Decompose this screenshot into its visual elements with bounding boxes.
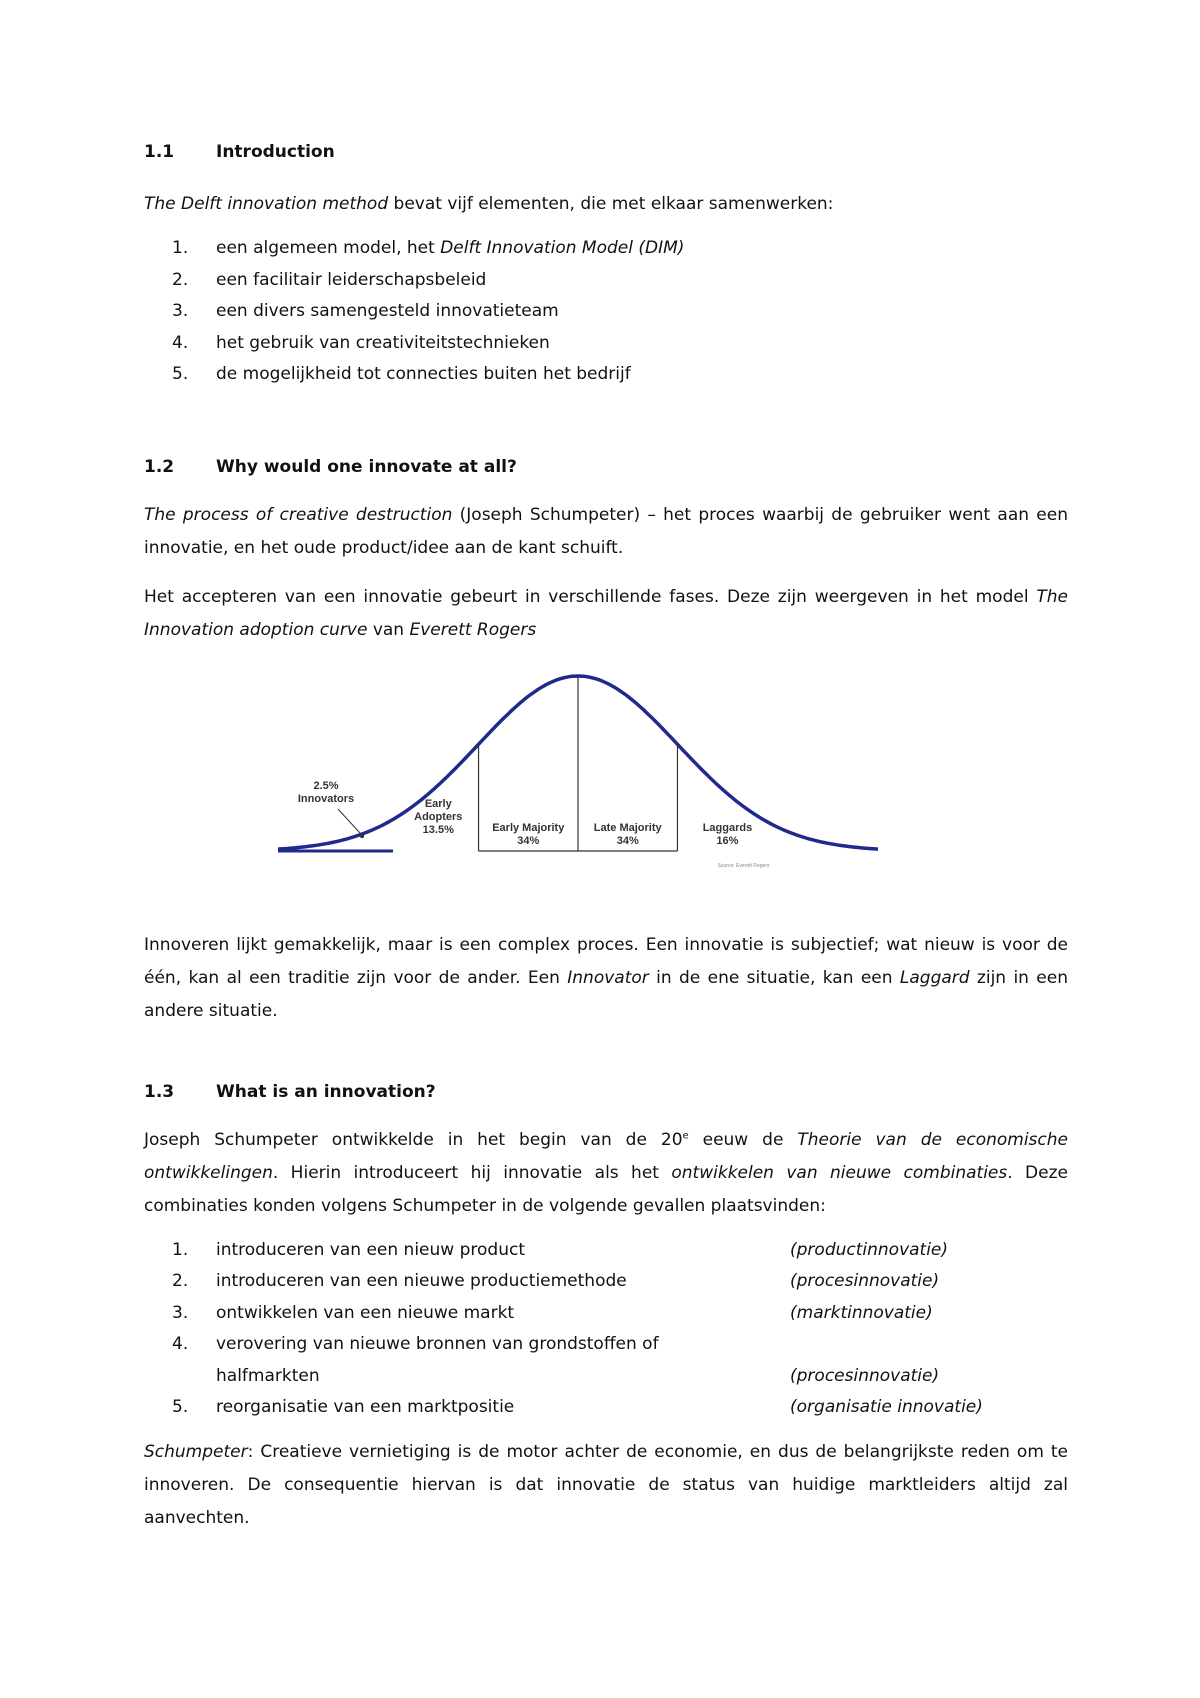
concept-name: ontwikkelen van nieuwe combinaties [671,1162,1008,1183]
list-number: 5. [172,364,189,384]
list-item [144,1392,1068,1424]
paragraph-text: eeuw de [688,1129,798,1150]
list-number: 1. [172,1239,189,1260]
paragraph-text: Het accepteren van een innovatie gebeurt in verschillende fases. Deze zijn weergeven in het model [144,586,1037,607]
paragraph-text: . Deze combinaties konden volgens Schumpeter in de volgende gevallen plaatsvinden: [144,1162,1068,1216]
section-heading-1-1 [144,140,1068,164]
list-number: 3. [172,301,189,321]
paragraph-text: van [367,619,410,640]
early-adopters-label: Early Adopters 13.5% [414,797,463,836]
list-text: een facilitair leiderschapsbeleid [216,269,487,290]
conclusion-paragraph [144,1436,1068,1535]
intro-text: bevat vijf elementen, die met elkaar samenwerken: [388,194,834,214]
list-number: 3. [172,1302,189,1323]
list-number: 1. [172,238,189,258]
paragraph-text: (Joseph Schumpeter) – het proces waarbij de gebruiker went aan een innovatie, en het oude product/idee aan de kant schuift. [144,504,1068,558]
list-item [144,296,1068,328]
section-number: 1.1 [144,142,175,162]
author-name: Schumpeter [144,1441,248,1462]
paragraph-text: Joseph Schumpeter ontwikkelde in het begin van de 20 [144,1129,683,1150]
list-text: introduceren van een nieuw product [216,1239,525,1260]
section-title: Introduction [216,142,335,162]
section-heading-1-3 [144,1080,1068,1104]
document-page [144,140,1068,1535]
elements-list [144,233,1068,391]
innovation-type: (organisatie innovatie) [790,1397,983,1417]
list-text: verovering van nieuwe bronnen van grondstoffen of halfmarkten [216,1334,659,1386]
section-title: Why would one innovate at all? [216,456,517,477]
laggards-label: Laggards 16% [702,821,753,847]
list-item [144,1298,1068,1330]
section-heading-1-2 [144,455,1068,479]
model-name: Delft Innovation Model (DIM) [440,238,685,258]
innovation-type: (marktinnovatie) [790,1302,933,1323]
complexity-paragraph [144,929,1068,1028]
list-number: 5. [172,1397,189,1417]
list-number: 4. [172,332,189,353]
list-text: introduceren van een nieuwe productiemethode [216,1271,627,1291]
innovation-type: (productinnovatie) [790,1239,949,1260]
list-number: 4. [172,1334,189,1354]
term-laggard: Laggard [899,967,970,988]
innovators-arrow [338,809,360,833]
innovators-point [360,833,364,837]
list-item [144,1235,1068,1267]
list-item [144,328,1068,360]
list-text: reorganisatie van een marktpositie [216,1397,515,1417]
list-text-part: een algemeen model, het [216,238,441,258]
innovation-type: (procesinnovatie) [790,1271,940,1291]
list-item [144,265,1068,297]
adoption-paragraph [144,581,1068,647]
theory-name: Theorie van de economische ontwikkelingen [144,1129,1068,1183]
intro-paragraph [144,188,1068,221]
paragraph-text: Innoveren lijkt gemakkelijk, maar is een complex proces. Een innovatie is subjectief; wat nieuw is voor de één, kan al een traditie zijn voor de ander. Een [144,934,1068,988]
paragraph-text: zijn in een andere situatie. [144,967,1068,1021]
paragraph-text: in de ene situatie, kan een [648,967,900,988]
author-name: Everett Rogers [409,619,537,640]
list-item [144,233,1068,265]
adoption-curve-figure [144,661,1068,911]
early-majority-label: Early Majority 34% [492,821,565,847]
section-number: 1.3 [144,1081,175,1102]
list-text [216,233,684,265]
method-name: The Delft innovation method [144,194,389,214]
list-item [144,1266,1068,1298]
list-item [144,1329,1068,1392]
section-number: 1.2 [144,456,175,477]
combinations-list [144,1235,1068,1424]
paragraph-text: . Hierin introduceert hij innovatie als het [272,1162,672,1183]
list-number: 2. [172,1271,189,1291]
late-majority-label: Late Majority 34% [593,821,662,847]
list-text: een divers samengesteld innovatieteam [216,301,559,321]
list-item [144,359,1068,391]
section-title: What is an innovation? [216,1081,436,1102]
creative-destruction-paragraph [144,499,1068,565]
source-note: Source: Everett Rogers [717,862,770,869]
list-number: 2. [172,269,189,290]
schumpeter-paragraph [144,1124,1068,1223]
concept-name: The process of creative destruction [144,504,453,525]
innovators-label: 2.5% Innovators [297,779,355,805]
list-text: de mogelijkheid tot connecties buiten het bedrijf [216,364,631,384]
model-name: The Innovation adoption curve [144,586,1068,640]
superscript: e [682,1129,689,1141]
term-innovator: Innovator [567,967,649,988]
innovation-type: (procesinnovatie) [790,1365,940,1386]
list-text: ontwikkelen van een nieuwe markt [216,1302,515,1323]
adoption-curve-chart [278,661,898,901]
list-text: het gebruik van creativiteitstechnieken [216,332,550,353]
paragraph-text: : Creatieve vernietiging is de motor achter de economie, en dus de belangrijkste reden om te innoveren. De consequentie hiervan is dat innovatie de status van huidige marktleiders altijd zal aanvechten. [144,1441,1068,1528]
